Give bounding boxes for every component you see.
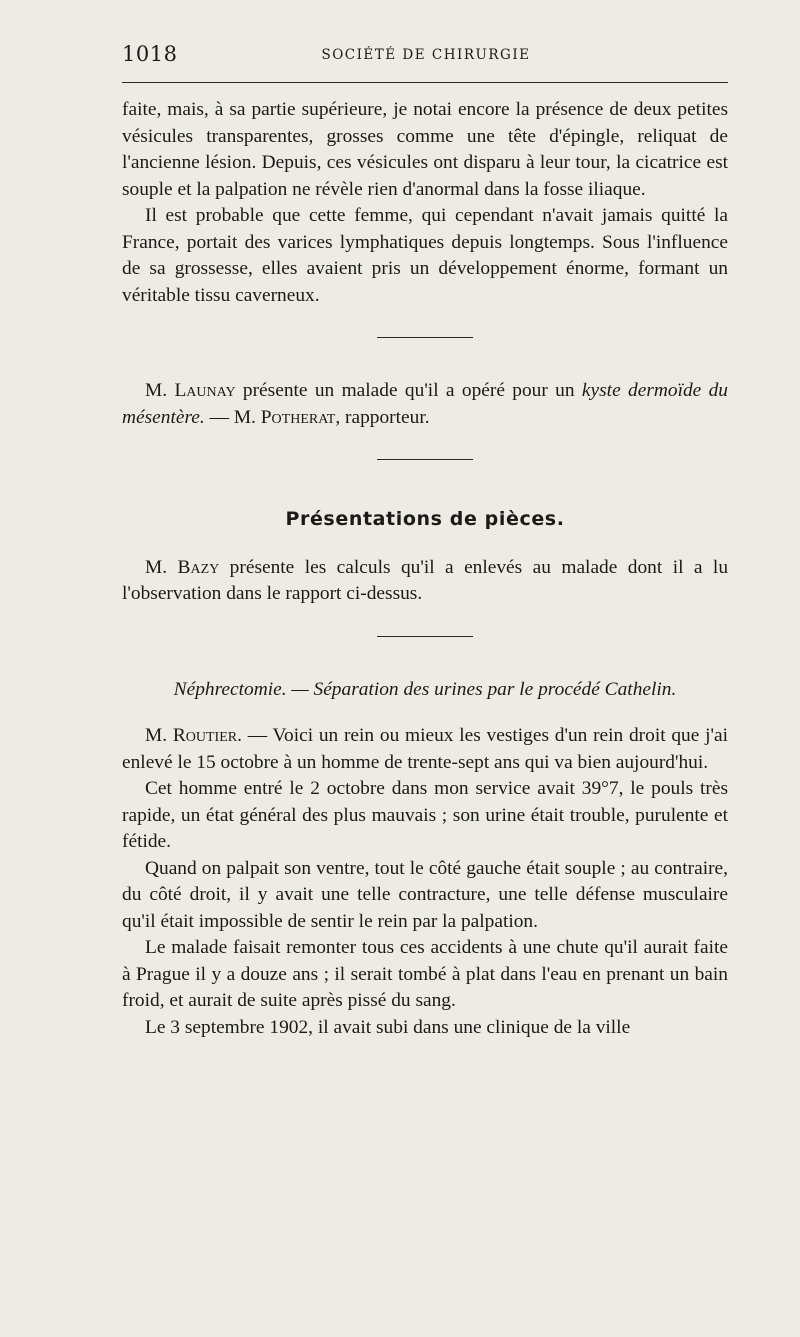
page-number: 1018 (122, 42, 178, 66)
bazy-text: présente les calculs qu'il a enlevés au malade dont il a lu l'observation dans le rapport ci-dessus. (122, 556, 729, 604)
case-title: Néphrectomie. — Séparation des urines par le procédé Cathelin. (173, 678, 677, 700)
bazy-prefix: M. (145, 556, 178, 578)
launay-sep: — M. (204, 406, 261, 428)
body-text (122, 97, 728, 1041)
header-rule (122, 82, 728, 83)
routier-prefix: M. (145, 725, 173, 746)
running-title: SOCIÉTÉ DE CHIRURGIE (321, 47, 531, 63)
paragraph-routier (122, 723, 728, 776)
section-heading: Présentations de pièces. (285, 508, 565, 530)
paragraph-cet-homme: Cet homme entré le 2 octobre dans mon service avait 39°7, le pouls très rapide, un état général des plus mauvais ; son urine était trouble, purulente et fétide. (122, 778, 728, 852)
paragraph-continuation: faite, mais, à sa partie supérieure, je notai encore la présence de deux petites vésicules transparentes, grosses comme une tête d'épingle, reliquat de l'ancienne lésion. Depuis, ces vésicules ont disparu à leur tour, la cicatrice est souple et la palpation ne révèle rien d'anormal dans la fosse iliaque. (122, 99, 728, 200)
launay-text: présente un malade qu'il a opéré pour un (235, 380, 582, 401)
paragraph-malade: Le malade faisait remonter tous ces accidents à une chute qu'il aurait faite à Prague il y a douze ans ; il serait tombé à plat dans l'eau en prenant un bain froid, et aurait de suite après pissé du sang. (122, 937, 728, 1011)
author-launay: Launay (174, 380, 236, 401)
paragraph-bazy (122, 555, 728, 608)
paragraph-le-3: Le 3 septembre 1902, il avait subi dans une clinique de la ville (145, 1016, 631, 1038)
paragraph-quand: Quand on palpait son ventre, tout le côté gauche était souple ; au contraire, du côté droit, il y avait une telle contracture, une telle défense musculaire qu'il était impossible de sentir le rein par la palpation. (122, 857, 728, 932)
paragraph-varices: Il est probable que cette femme, qui cependant n'avait jamais quitté la France, portait des varices lymphatiques depuis longtemps. Sous l'influence de sa grossesse, elles avaient pris un développement énorme, formant un véritable tissu caverneux. (122, 205, 728, 306)
author-bazy: Bazy (177, 556, 220, 578)
page-header (122, 42, 730, 66)
paragraph-launay (122, 378, 728, 431)
launay-prefix: M. (145, 380, 175, 401)
launay-suffix: , rapporteur. (335, 406, 430, 428)
author-routier: Routier (172, 725, 238, 746)
author-potherat: Potherat (260, 406, 336, 428)
launay-italic: kyste dermoïde du mésentère. (122, 380, 728, 428)
routier-text: . — Voici un rein ou mieux les vestiges d'un rein droit que j'ai enlevé le 15 octobre à un homme de trente-sept ans qui va bien aujourd'hui. (122, 725, 728, 773)
